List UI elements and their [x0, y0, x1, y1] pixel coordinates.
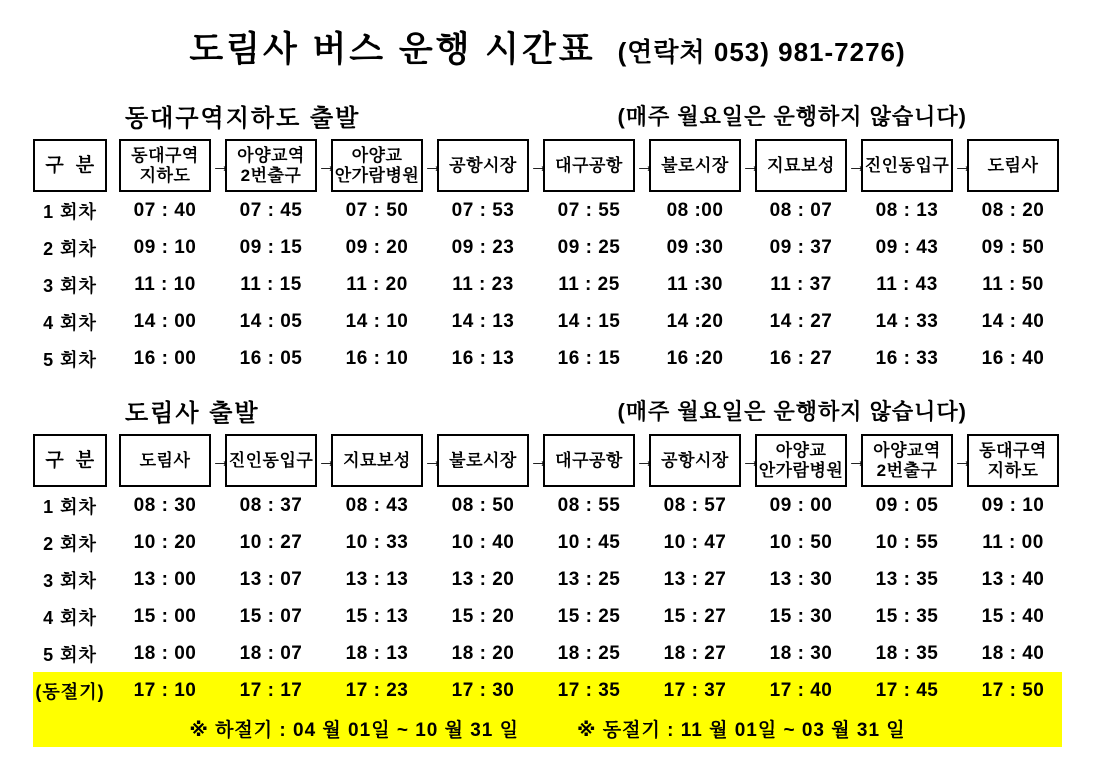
time-cell: 17 : 10	[133, 679, 197, 701]
time-cell: 15 : 20	[451, 605, 515, 627]
time-cell: 18 : 27	[663, 642, 727, 664]
time-cell: 17 : 45	[875, 679, 939, 701]
trip-label: 5 회차	[43, 349, 97, 370]
stop-name-line: 도림사	[987, 155, 1039, 175]
trip-row	[33, 229, 1062, 266]
stop-name-line: 동대구역	[131, 145, 199, 165]
time-cell: 08 :00	[666, 199, 724, 221]
contact-number: (연락처 053) 981-7276)	[617, 37, 906, 67]
corner-label-box: 구 분	[33, 434, 107, 487]
time-cell: 09 : 05	[875, 494, 939, 516]
stop-header-box	[649, 434, 741, 487]
stop-header-box	[119, 434, 211, 487]
time-cell: 15 : 00	[133, 605, 197, 627]
time-cell: 18 : 20	[451, 642, 515, 664]
trip-row	[33, 561, 1062, 598]
time-cell: 15 : 40	[981, 605, 1045, 627]
time-cell: 14 : 40	[981, 310, 1045, 332]
time-cell: 09 : 43	[875, 236, 939, 258]
time-cell: 08 : 20	[981, 199, 1045, 221]
trip-row	[33, 487, 1062, 524]
time-cell: 18 : 07	[239, 642, 303, 664]
time-cell: 14 : 10	[345, 310, 409, 332]
stop-name-line: 불로시장	[449, 450, 517, 470]
stop-name-line: 2번출구	[240, 165, 302, 185]
time-cell: 16 : 10	[345, 347, 409, 369]
time-cell: 15 : 30	[769, 605, 833, 627]
trip-row	[33, 266, 1062, 303]
time-cell: 16 : 13	[451, 347, 515, 369]
time-cell: 07 : 55	[557, 199, 621, 221]
right-arrow-icon: →	[741, 449, 761, 472]
time-cell: 13 : 13	[345, 568, 409, 590]
section-heading-dongdaegu-departure	[33, 98, 1062, 132]
stop-header-box	[649, 139, 741, 192]
time-cell: 09 : 00	[769, 494, 833, 516]
time-cell: 14 : 00	[133, 310, 197, 332]
time-cell: 11 : 50	[982, 273, 1044, 295]
time-cell: 11 : 20	[346, 273, 408, 295]
stop-name-line: 안가람병원	[758, 460, 844, 480]
right-arrow-icon: →	[953, 154, 973, 177]
right-arrow-icon: →	[317, 154, 337, 177]
time-cell: 18 : 13	[345, 642, 409, 664]
time-cell: 09 : 25	[557, 236, 621, 258]
stop-name-line: 동대구역	[979, 440, 1047, 460]
stop-header-box	[331, 434, 423, 487]
timetable-dorimsa-departure	[33, 434, 1062, 672]
time-cell: 09 :30	[666, 236, 724, 258]
right-arrow-icon: →	[317, 449, 337, 472]
time-cell: 15 : 25	[557, 605, 621, 627]
right-arrow-icon: →	[423, 449, 443, 472]
stop-header-box	[119, 139, 211, 192]
time-cell: 18 : 25	[557, 642, 621, 664]
time-cell: 09 : 23	[451, 236, 515, 258]
stop-name-line: 아양교역	[237, 145, 305, 165]
time-cell: 16 : 15	[557, 347, 621, 369]
stop-header-box	[967, 434, 1059, 487]
time-cell: 17 : 23	[345, 679, 409, 701]
stop-name-line: 지묘보성	[767, 155, 835, 175]
section-title: 동대구역지하도 출발	[125, 104, 361, 132]
time-cell: 11 : 10	[134, 273, 196, 295]
time-cell: 14 : 27	[769, 310, 833, 332]
time-cell: 13 : 27	[663, 568, 727, 590]
time-cell: 09 : 20	[345, 236, 409, 258]
stop-name-line: 지묘보성	[343, 450, 411, 470]
stop-name-line: 아양교	[351, 145, 403, 165]
section-heading-dorimsa-departure	[33, 393, 1062, 427]
time-cell: 11 : 25	[558, 273, 620, 295]
time-cell: 15 : 13	[345, 605, 409, 627]
right-arrow-icon: →	[211, 449, 231, 472]
time-cell: 16 : 40	[981, 347, 1045, 369]
time-cell: 14 :20	[666, 310, 724, 332]
time-cell: 07 : 50	[345, 199, 409, 221]
time-cell: 16 : 00	[133, 347, 197, 369]
time-cell: 09 : 15	[239, 236, 303, 258]
time-cell: 08 : 43	[345, 494, 409, 516]
no-monday-service-notice: (매주 월요일은 운행하지 않습니다)	[617, 103, 967, 129]
stop-name-line: 2번출구	[876, 460, 938, 480]
time-cell: 18 : 30	[769, 642, 833, 664]
stop-header-box	[543, 434, 635, 487]
time-cell: 15 : 07	[239, 605, 303, 627]
stop-header-box	[225, 139, 317, 192]
right-arrow-icon: →	[529, 449, 549, 472]
time-cell: 10 : 45	[557, 531, 621, 553]
winter-trip-row	[33, 672, 1062, 709]
stop-header-box	[437, 139, 529, 192]
trip-label: (동절기)	[35, 681, 105, 702]
time-cell: 09 : 50	[981, 236, 1045, 258]
time-cell: 15 : 35	[875, 605, 939, 627]
right-arrow-icon: →	[635, 449, 655, 472]
trip-row	[33, 340, 1062, 377]
stop-name-line: 도림사	[139, 450, 191, 470]
page-title: 도림사 버스 운행 시간표	[189, 30, 596, 69]
stop-header-box	[967, 139, 1059, 192]
time-cell: 13 : 35	[875, 568, 939, 590]
trip-label: 1 회차	[43, 201, 97, 222]
section-title: 도림사 출발	[125, 399, 260, 427]
time-cell: 08 : 57	[663, 494, 727, 516]
trip-row	[33, 598, 1062, 635]
time-cell: 08 : 13	[875, 199, 939, 221]
timetable-dongdaegu-departure	[33, 139, 1062, 377]
time-cell: 10 : 33	[345, 531, 409, 553]
time-cell: 08 : 50	[451, 494, 515, 516]
time-cell: 08 : 37	[239, 494, 303, 516]
time-cell: 17 : 17	[239, 679, 303, 701]
time-cell: 13 : 30	[769, 568, 833, 590]
trip-label: 4 회차	[43, 312, 97, 333]
trip-label: 4 회차	[43, 607, 97, 628]
trip-label: 2 회차	[43, 533, 97, 554]
time-cell: 18 : 35	[875, 642, 939, 664]
time-cell: 14 : 05	[239, 310, 303, 332]
title-row	[33, 0, 1062, 68]
time-cell: 07 : 45	[239, 199, 303, 221]
time-cell: 08 : 55	[557, 494, 621, 516]
time-cell: 10 : 27	[239, 531, 303, 553]
summer-period-note: ※ 하절기 : 04 월 01일 ~ 10 월 31 일	[189, 719, 520, 741]
right-arrow-icon: →	[847, 449, 867, 472]
stop-name-line: 진인동입구	[228, 450, 314, 470]
right-arrow-icon: →	[529, 154, 549, 177]
time-cell: 11 :30	[667, 273, 723, 295]
trip-label: 2 회차	[43, 238, 97, 259]
time-cell: 17 : 30	[451, 679, 515, 701]
time-cell: 10 : 47	[663, 531, 727, 553]
right-arrow-icon: →	[953, 449, 973, 472]
time-cell: 11 : 37	[770, 273, 832, 295]
stop-name-line: 대구공항	[555, 155, 623, 175]
winter-highlight-band	[33, 672, 1062, 747]
right-arrow-icon: →	[741, 154, 761, 177]
time-cell: 09 : 10	[133, 236, 197, 258]
stop-name-line: 아양교	[775, 440, 827, 460]
trip-row	[33, 303, 1062, 340]
time-cell: 09 : 10	[981, 494, 1045, 516]
time-cell: 09 : 37	[769, 236, 833, 258]
time-cell: 14 : 13	[451, 310, 515, 332]
stops-header-row	[33, 139, 1062, 192]
time-cell: 14 : 33	[875, 310, 939, 332]
stop-header-box	[861, 434, 953, 487]
time-cell: 18 : 40	[981, 642, 1045, 664]
stop-name-line: 공항시장	[449, 155, 517, 175]
time-cell: 16 : 05	[239, 347, 303, 369]
stop-header-box	[437, 434, 529, 487]
time-cell: 11 : 23	[452, 273, 514, 295]
right-arrow-icon: →	[423, 154, 443, 177]
time-cell: 16 :20	[666, 347, 724, 369]
time-cell: 16 : 33	[875, 347, 939, 369]
time-cell: 13 : 25	[557, 568, 621, 590]
time-cell: 11 : 00	[982, 531, 1044, 553]
time-cell: 07 : 53	[451, 199, 515, 221]
stop-name-line: 지하도	[987, 460, 1039, 480]
time-cell: 10 : 55	[875, 531, 939, 553]
stop-header-box	[543, 139, 635, 192]
time-cell: 13 : 00	[133, 568, 197, 590]
stop-header-box	[225, 434, 317, 487]
time-cell: 18 : 00	[133, 642, 197, 664]
stop-header-box	[331, 139, 423, 192]
right-arrow-icon: →	[635, 154, 655, 177]
trip-label: 5 회차	[43, 644, 97, 665]
time-cell: 13 : 07	[239, 568, 303, 590]
winter-period-note: ※ 동절기 : 11 월 01일 ~ 03 월 31 일	[577, 719, 906, 741]
time-cell: 07 : 40	[133, 199, 197, 221]
right-arrow-icon: →	[847, 154, 867, 177]
stop-name-line: 지하도	[139, 165, 191, 185]
stops-header-row	[33, 434, 1062, 487]
winter-schedule-row	[33, 672, 1062, 709]
trip-row	[33, 524, 1062, 561]
time-cell: 15 : 27	[663, 605, 727, 627]
stop-name-line: 공항시장	[661, 450, 729, 470]
time-cell: 14 : 15	[557, 310, 621, 332]
trip-label: 3 회차	[43, 570, 97, 591]
time-cell: 10 : 20	[133, 531, 197, 553]
time-cell: 17 : 50	[981, 679, 1045, 701]
season-period-note	[33, 709, 1062, 747]
no-monday-service-notice: (매주 월요일은 운행하지 않습니다)	[617, 398, 967, 424]
trip-label: 1 회차	[43, 496, 97, 517]
stop-header-box	[755, 434, 847, 487]
time-cell: 11 : 43	[876, 273, 938, 295]
trip-row	[33, 635, 1062, 672]
stop-name-line: 대구공항	[555, 450, 623, 470]
stop-header-box	[861, 139, 953, 192]
stop-name-line: 불로시장	[661, 155, 729, 175]
time-cell: 16 : 27	[769, 347, 833, 369]
stop-name-line: 안가람병원	[334, 165, 420, 185]
time-cell: 13 : 40	[981, 568, 1045, 590]
trip-label: 3 회차	[43, 275, 97, 296]
stop-header-box	[755, 139, 847, 192]
time-cell: 17 : 37	[663, 679, 727, 701]
stop-name-line: 아양교역	[873, 440, 941, 460]
time-cell: 11 : 15	[240, 273, 302, 295]
time-cell: 08 : 07	[769, 199, 833, 221]
time-cell: 08 : 30	[133, 494, 197, 516]
time-cell: 13 : 20	[451, 568, 515, 590]
corner-label-box: 구 분	[33, 139, 107, 192]
time-cell: 17 : 35	[557, 679, 621, 701]
right-arrow-icon: →	[211, 154, 231, 177]
trip-row	[33, 192, 1062, 229]
stop-name-line: 진인동입구	[864, 155, 950, 175]
time-cell: 10 : 40	[451, 531, 515, 553]
time-cell: 17 : 40	[769, 679, 833, 701]
time-cell: 10 : 50	[769, 531, 833, 553]
